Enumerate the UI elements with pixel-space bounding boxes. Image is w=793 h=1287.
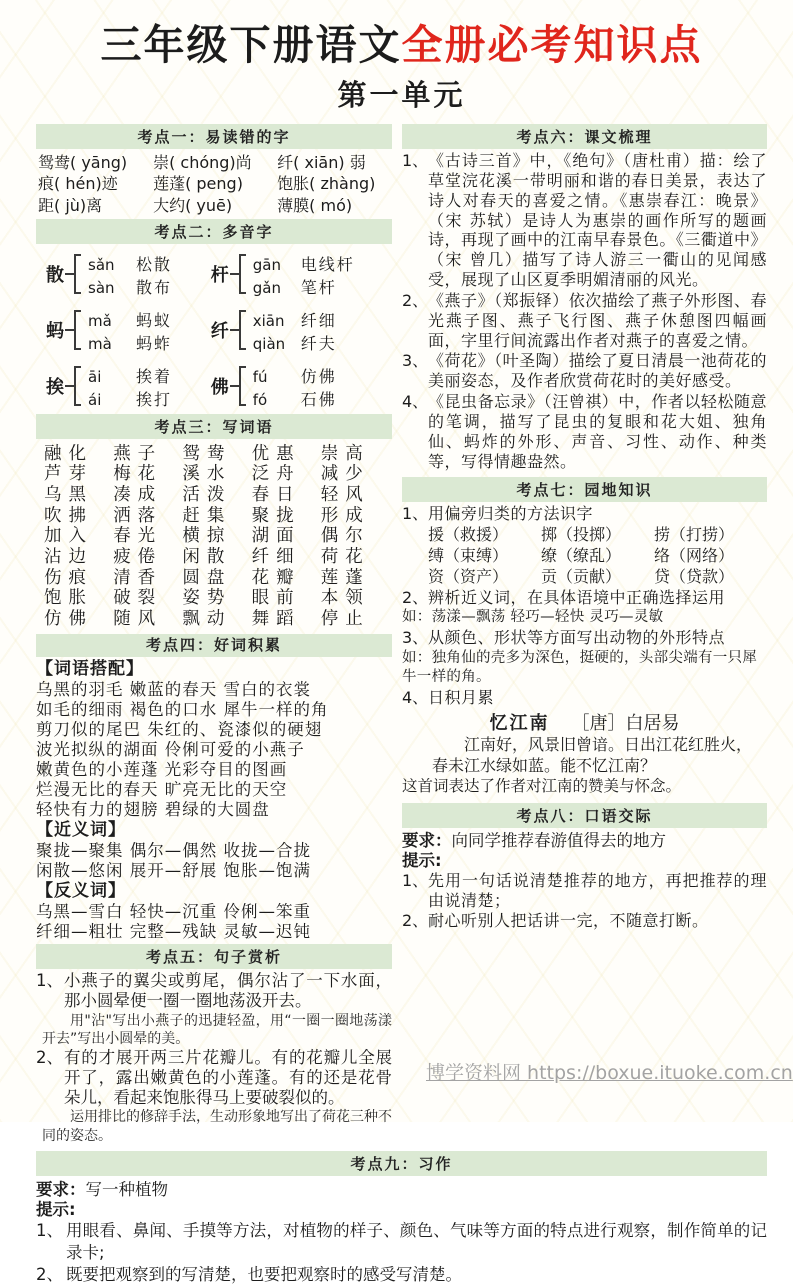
sentence-item (36, 1048, 392, 1108)
section-header-k5: 考点五：句子赏析 (36, 944, 392, 969)
garden-text: 用偏旁归类的方法识字 (428, 504, 594, 524)
example-word: 松散 (136, 254, 173, 274)
vocabulary-word: 湖面 (251, 526, 301, 547)
polyphone-char: 蚂 (46, 320, 64, 342)
polyphone-char: 佛 (210, 376, 229, 398)
garden-text: 从颜色、形状等方面写出动物的外形特点 (428, 628, 726, 647)
brace-icon (239, 254, 246, 294)
section-header-k8: 考点八：口语交际 (402, 803, 767, 828)
vocabulary-word: 偶尔 (320, 526, 370, 547)
sentence-note: 用"沾"写出小燕子的迅捷轻盈，用“一圈一圈地荡漾开去”写出小圆晕的美。 (42, 1012, 392, 1047)
vocabulary-word: 莲蓬 (320, 567, 370, 588)
vocabulary-word: 轻风 (320, 484, 370, 505)
example-word: 纤细 (300, 310, 337, 330)
radical-words-grid (402, 525, 767, 587)
example-word: 蚂蚱 (136, 333, 173, 353)
section-header-k7: 考点七：园地知识 (402, 477, 767, 502)
vocabulary-word: 伤痕 (44, 567, 93, 588)
vocabulary-word: 横掠 (182, 526, 232, 547)
item-number: 4、 (402, 392, 429, 412)
section-header-k6: 考点六：课文梳理 (402, 124, 767, 149)
watermark: 博学资料网 https://boxue.ituoke.com.cn (426, 1062, 793, 1084)
antonym-line: 乌黑—雪白 轻快—沉重 伶俐—笨重 (36, 902, 311, 922)
vocabulary-word: 停止 (320, 608, 370, 629)
vocabulary-word: 乌黑 (44, 484, 93, 505)
tip-text: 用眼看、鼻闻、手摸等方法，对植物的样子、颜色、气味等方面的特点进行观察，制作简单的记录卡; (66, 1220, 767, 1263)
text-summary-item (402, 291, 767, 350)
misread-word: 崇( chóng)尚 (153, 153, 252, 173)
polyphone-char: 纤 (210, 320, 229, 342)
requirement-text: 向同学推荐春游值得去的地方 (451, 830, 666, 850)
vocabulary-word: 饱胀 (44, 588, 93, 609)
synonym-lines (36, 841, 392, 881)
polyphone-char: 散 (46, 264, 64, 286)
misread-words-grid (36, 151, 392, 217)
pinyin: ái (88, 390, 102, 409)
requirement-text: 写一种植物 (85, 1179, 168, 1199)
brace-icon (239, 366, 246, 406)
right-column (402, 124, 767, 933)
word-match-line: 剪刀似的尾巴 朱红的、瓷漆似的硬翅 (36, 719, 323, 739)
word-match-line: 轻快有力的翅膀 碧绿的大圆盘 (36, 800, 270, 820)
example-word: 仿佛 (300, 366, 337, 386)
title-black: 三年级下册语文 (100, 21, 402, 69)
pinyin: āi (88, 367, 102, 386)
text-summary-item (402, 392, 767, 471)
vocabulary-word: 花瓣 (251, 567, 301, 588)
requirement-label: 要求： (402, 830, 452, 850)
section-header-k2: 考点二：多音字 (36, 219, 392, 244)
pinyin: mà (88, 334, 112, 353)
misread-word: 鸳鸯( yāng) (38, 153, 128, 173)
item-number: 2、 (402, 587, 429, 607)
poem-title: 忆江南 (489, 712, 550, 734)
vocabulary-word: 燕子 (113, 443, 163, 464)
vocabulary-word: 减少 (320, 464, 370, 485)
vocabulary-word: 崇高 (320, 443, 370, 464)
section-k2 (36, 219, 392, 412)
antonym-line: 纤细—粗壮 完整—残缺 灵敏—迟钝 (36, 922, 311, 942)
antonym-lines (36, 902, 392, 942)
poem-title-line (402, 709, 767, 735)
sentence-text: 小燕子的翼尖或剪尾，偶尔沾了一下水面，那小圆晕便一圈一圈地荡汲开去。 (64, 971, 392, 1011)
example-word: 笔杆 (300, 277, 337, 297)
vocabulary-word: 芦芽 (44, 464, 93, 485)
label-word-match: 【词语搭配】 (36, 658, 144, 679)
polyphone-entry (46, 252, 211, 296)
item-number: 1、 (402, 151, 429, 171)
brace-dash-icon (230, 385, 239, 387)
example-word: 纤夫 (300, 333, 337, 353)
requirement-line (402, 830, 767, 851)
poem-note: 这首词表达了作者对江南的赞美与怀念。 (402, 777, 682, 796)
item-number: 3、 (402, 351, 429, 371)
vocabulary-grid (36, 441, 392, 633)
vocabulary-word: 姿势 (182, 588, 232, 609)
vocabulary-word: 本领 (320, 588, 370, 609)
vocabulary-word: 破裂 (113, 588, 163, 609)
sentence-note: 运用排比的修辞手法，生动形象地写出了荷花三种不同的姿态。 (42, 1109, 392, 1144)
pinyin: fú (252, 367, 268, 386)
vocabulary-word: 活泼 (182, 484, 232, 505)
poem-body: 江南好，风景旧曾谙。日出江花红胜火，春未江水绿如蓝。能不忆江南？ (432, 734, 753, 775)
radical-word: 贷（贷款） (654, 566, 735, 586)
vocabulary-word: 吹拂 (44, 505, 93, 526)
tips-label: 提示: (36, 1200, 76, 1220)
vocabulary-word: 眼前 (251, 588, 301, 609)
vocabulary-word: 赶集 (182, 505, 232, 526)
garden-item (402, 504, 767, 524)
item-number: 1、 (402, 504, 429, 524)
vocabulary-word: 形成 (320, 505, 370, 526)
radical-word: 掷（投掷） (541, 525, 622, 545)
vocabulary-word: 舞蹈 (251, 608, 301, 629)
garden-item (402, 688, 767, 708)
section-header-k1: 考点一：易读错的字 (36, 124, 392, 149)
garden-item (402, 588, 767, 608)
polyphone-grid (36, 246, 392, 412)
requirement-label: 要求： (36, 1179, 86, 1199)
brace-icon (239, 310, 246, 350)
pinyin: sàn (88, 278, 115, 297)
synonym-line: 聚拢—聚集 偶尔—偶然 收拢—合拢 (36, 841, 311, 861)
brace-dash-icon (65, 273, 74, 275)
vocabulary-word: 梅花 (113, 464, 163, 485)
section-k6 (402, 124, 767, 471)
content-columns (36, 124, 767, 1147)
section-header-k3: 考点三：写词语 (36, 414, 392, 439)
pinyin: qiàn (252, 334, 286, 353)
sentence-text: 有的才展开两三片花瓣儿。有的花瓣儿全展开了，露出嫩黄色的小莲蓬。有的还是花骨朵儿，看起来饱胀得马上要破裂似的。 (64, 1047, 392, 1108)
example-line: 如：独角仙的壳多为深色，挺硬的，头部尖端有一只犀牛一样的角。 (402, 649, 758, 686)
summary-text: 《荷花》（叶圣陶）描绘了夏日清晨一池荷花的美丽姿态，及作者欣赏荷花时的美好感受。 (428, 351, 767, 391)
poem-author: ［唐］白居易 (571, 712, 680, 734)
example-word: 蚂蚁 (136, 310, 173, 330)
word-match-line: 嫩黄色的小莲蓬 光彩夺目的图画 (36, 760, 288, 779)
item-number: 2、 (36, 1265, 63, 1285)
example-word: 挨打 (136, 389, 173, 409)
word-match-lines (36, 680, 392, 821)
word-match-line: 乌黑的羽毛 嫩蓝的春天 雪白的衣裳 (36, 679, 311, 699)
brace-icon (74, 310, 81, 350)
brace-dash-icon (230, 329, 239, 331)
item-number: 1、 (402, 870, 429, 890)
radical-word: 络（网络） (654, 546, 735, 566)
polyphone-entry (46, 308, 211, 352)
left-column (36, 124, 392, 1147)
vocabulary-word: 飘动 (182, 608, 232, 629)
radical-word: 缭（缭乱） (541, 546, 622, 566)
word-match-line: 如毛的细雨 褐色的口水 犀牛一样的角 (36, 699, 329, 719)
pinyin: gān (252, 255, 281, 274)
pinyin: mǎ (88, 311, 112, 330)
pinyin: xiān (252, 311, 285, 330)
vocabulary-word: 圆盘 (182, 567, 232, 588)
vocabulary-word: 沾边 (44, 546, 93, 567)
vocabulary-word: 优惠 (251, 443, 301, 464)
misread-word: 薄膜( mó) (277, 195, 353, 215)
polyphone-char: 挨 (46, 376, 64, 398)
item-number: 1、 (36, 971, 63, 991)
summary-text: 《昆虫备忘录》（汪曾祺）中，作者以轻松随意的笔调，描写了昆虫的复眼和花大姐、独角仙、蚂炸的外形、声音、习性、动作、种类等，写得情趣盎然。 (428, 392, 767, 471)
polyphone-entry (211, 252, 392, 296)
item-number: 3、 (402, 628, 429, 647)
vocabulary-word: 春光 (113, 526, 163, 547)
radical-word: 资（资产） (428, 566, 509, 586)
garden-text: 辨析近义词，在具体语境中正确选择运用 (428, 587, 726, 607)
item-number: 1、 (36, 1220, 63, 1240)
vocabulary-word: 春日 (251, 484, 301, 505)
title-red: 全册必考知识点 (401, 21, 703, 69)
example-line: 如：荡漾—飘荡 轻巧—轻快 灵巧—灵敏 (402, 609, 664, 626)
example-word: 散布 (136, 277, 173, 297)
vocabulary-word: 闲散 (182, 546, 232, 567)
item-number: 2、 (402, 290, 429, 310)
tip-item (402, 871, 767, 911)
brace-dash-icon (230, 273, 239, 275)
radical-word: 贡（贡献） (541, 566, 622, 586)
vocabulary-word: 加入 (44, 526, 93, 547)
section-k7 (402, 477, 767, 796)
section-k3 (36, 414, 392, 633)
radical-word: 援（救援） (428, 525, 509, 545)
polyphone-entry (211, 308, 392, 352)
vocabulary-word: 纤细 (251, 546, 301, 567)
example-word: 石佛 (300, 389, 337, 409)
pinyin: sǎn (88, 255, 115, 274)
brace-dash-icon (65, 329, 74, 331)
label-antonyms: 【反义词】 (36, 881, 126, 902)
page-title (36, 22, 767, 69)
vocabulary-word: 洒落 (113, 505, 163, 526)
misread-word: 纤( xiān) 弱 (277, 153, 366, 173)
vocabulary-word: 聚拢 (251, 505, 301, 526)
item-number: 2、 (36, 1047, 63, 1067)
section-k4 (36, 634, 392, 942)
requirement-line (36, 1179, 767, 1200)
section-k1 (36, 124, 392, 217)
vocabulary-word: 溪水 (182, 464, 232, 485)
misread-word: 饱胀( zhàng) (277, 174, 376, 194)
misread-word: 距( jù)离 (38, 195, 103, 215)
polyphone-char: 杆 (210, 264, 229, 286)
garden-item (402, 628, 767, 648)
garden-text: 日积月累 (428, 687, 495, 707)
polyphone-entry (211, 364, 392, 408)
radical-word: 缚（束缚） (428, 546, 509, 566)
polyphone-entry (46, 364, 211, 408)
vocabulary-word: 仿佛 (44, 608, 93, 629)
brace-dash-icon (65, 385, 74, 387)
section-header-k4: 考点四：好词积累 (36, 634, 392, 656)
misread-word: 痕( hén)迹 (38, 174, 118, 194)
tip-text: 先用一句话说清楚推荐的地方，再把推荐的理由说清楚； (428, 870, 767, 910)
tips-label: 提示: (402, 850, 442, 870)
misread-word: 大约( yuē) (153, 195, 233, 215)
unit-subtitle: 第一单元 (337, 78, 466, 113)
section-k9 (36, 1151, 767, 1287)
vocabulary-word: 鸳鸯 (182, 443, 232, 464)
pinyin: fó (252, 390, 268, 409)
vocabulary-word: 泛舟 (251, 464, 301, 485)
tip-item (36, 1264, 767, 1286)
vocabulary-word: 随风 (113, 608, 163, 629)
summary-text: 《古诗三首》中，《绝句》（唐杜甫）描：绘了草堂浣花溪一带明丽和谐的春日美景，表达了诗人对春天的喜爱之情。《惠崇春江：晚景》（宋 苏轼）是诗人为惠崇的画作所写的题画诗，再现了画中的江南早春景色。《三衢道中》（宋 曾几）描写了诗人游三一衢山的见闻感受，展现了山区夏季明媚清丽的风光。 (428, 151, 767, 290)
brace-icon (74, 254, 81, 294)
vocabulary-word: 融化 (44, 443, 93, 464)
label-synonyms: 【近义词】 (36, 820, 126, 841)
section-k5 (36, 944, 392, 1144)
brace-icon (74, 366, 81, 406)
section-header-k9: 考点九：习作 (36, 1151, 767, 1176)
item-number: 2、 (402, 911, 429, 931)
item-number: 4、 (402, 687, 429, 707)
tip-text: 既要把观察到的写清楚，也要把观察时的感受写清楚。 (66, 1265, 462, 1285)
sentence-item (36, 971, 392, 1011)
text-summary-item (402, 351, 767, 391)
example-word: 挨着 (136, 366, 173, 386)
tip-item (402, 911, 767, 931)
tip-item (36, 1220, 767, 1265)
section-k8 (402, 803, 767, 932)
word-match-line: 烂漫无比的春天 旷亮无比的天空 (36, 780, 288, 800)
vocabulary-word: 荷花 (320, 546, 370, 567)
radical-word: 捞（打捞） (654, 525, 735, 545)
word-match-line: 波光拟纵的湖面 伶俐可爱的小燕子 (36, 739, 305, 759)
text-summary-item (402, 151, 767, 290)
summary-text: 《燕子》（郑振铎）依次描绘了燕子外形图、春光燕子图、燕子飞行图、燕子休憩图四幅画面，字里行间流露出作者对燕子的喜爱之情。 (428, 290, 767, 350)
misread-word: 莲蓬( peng) (153, 174, 243, 194)
example-word: 电线杆 (300, 254, 355, 274)
pinyin: gǎn (252, 278, 281, 297)
vocabulary-word: 清香 (113, 567, 163, 588)
vocabulary-word: 凑成 (113, 484, 163, 505)
synonym-line: 闲散—悠闲 展开—舒展 饱胀—饱满 (36, 861, 311, 881)
vocabulary-word: 疲倦 (113, 546, 163, 567)
tip-text: 耐心听别人把话讲一完，不随意打断。 (428, 911, 709, 931)
